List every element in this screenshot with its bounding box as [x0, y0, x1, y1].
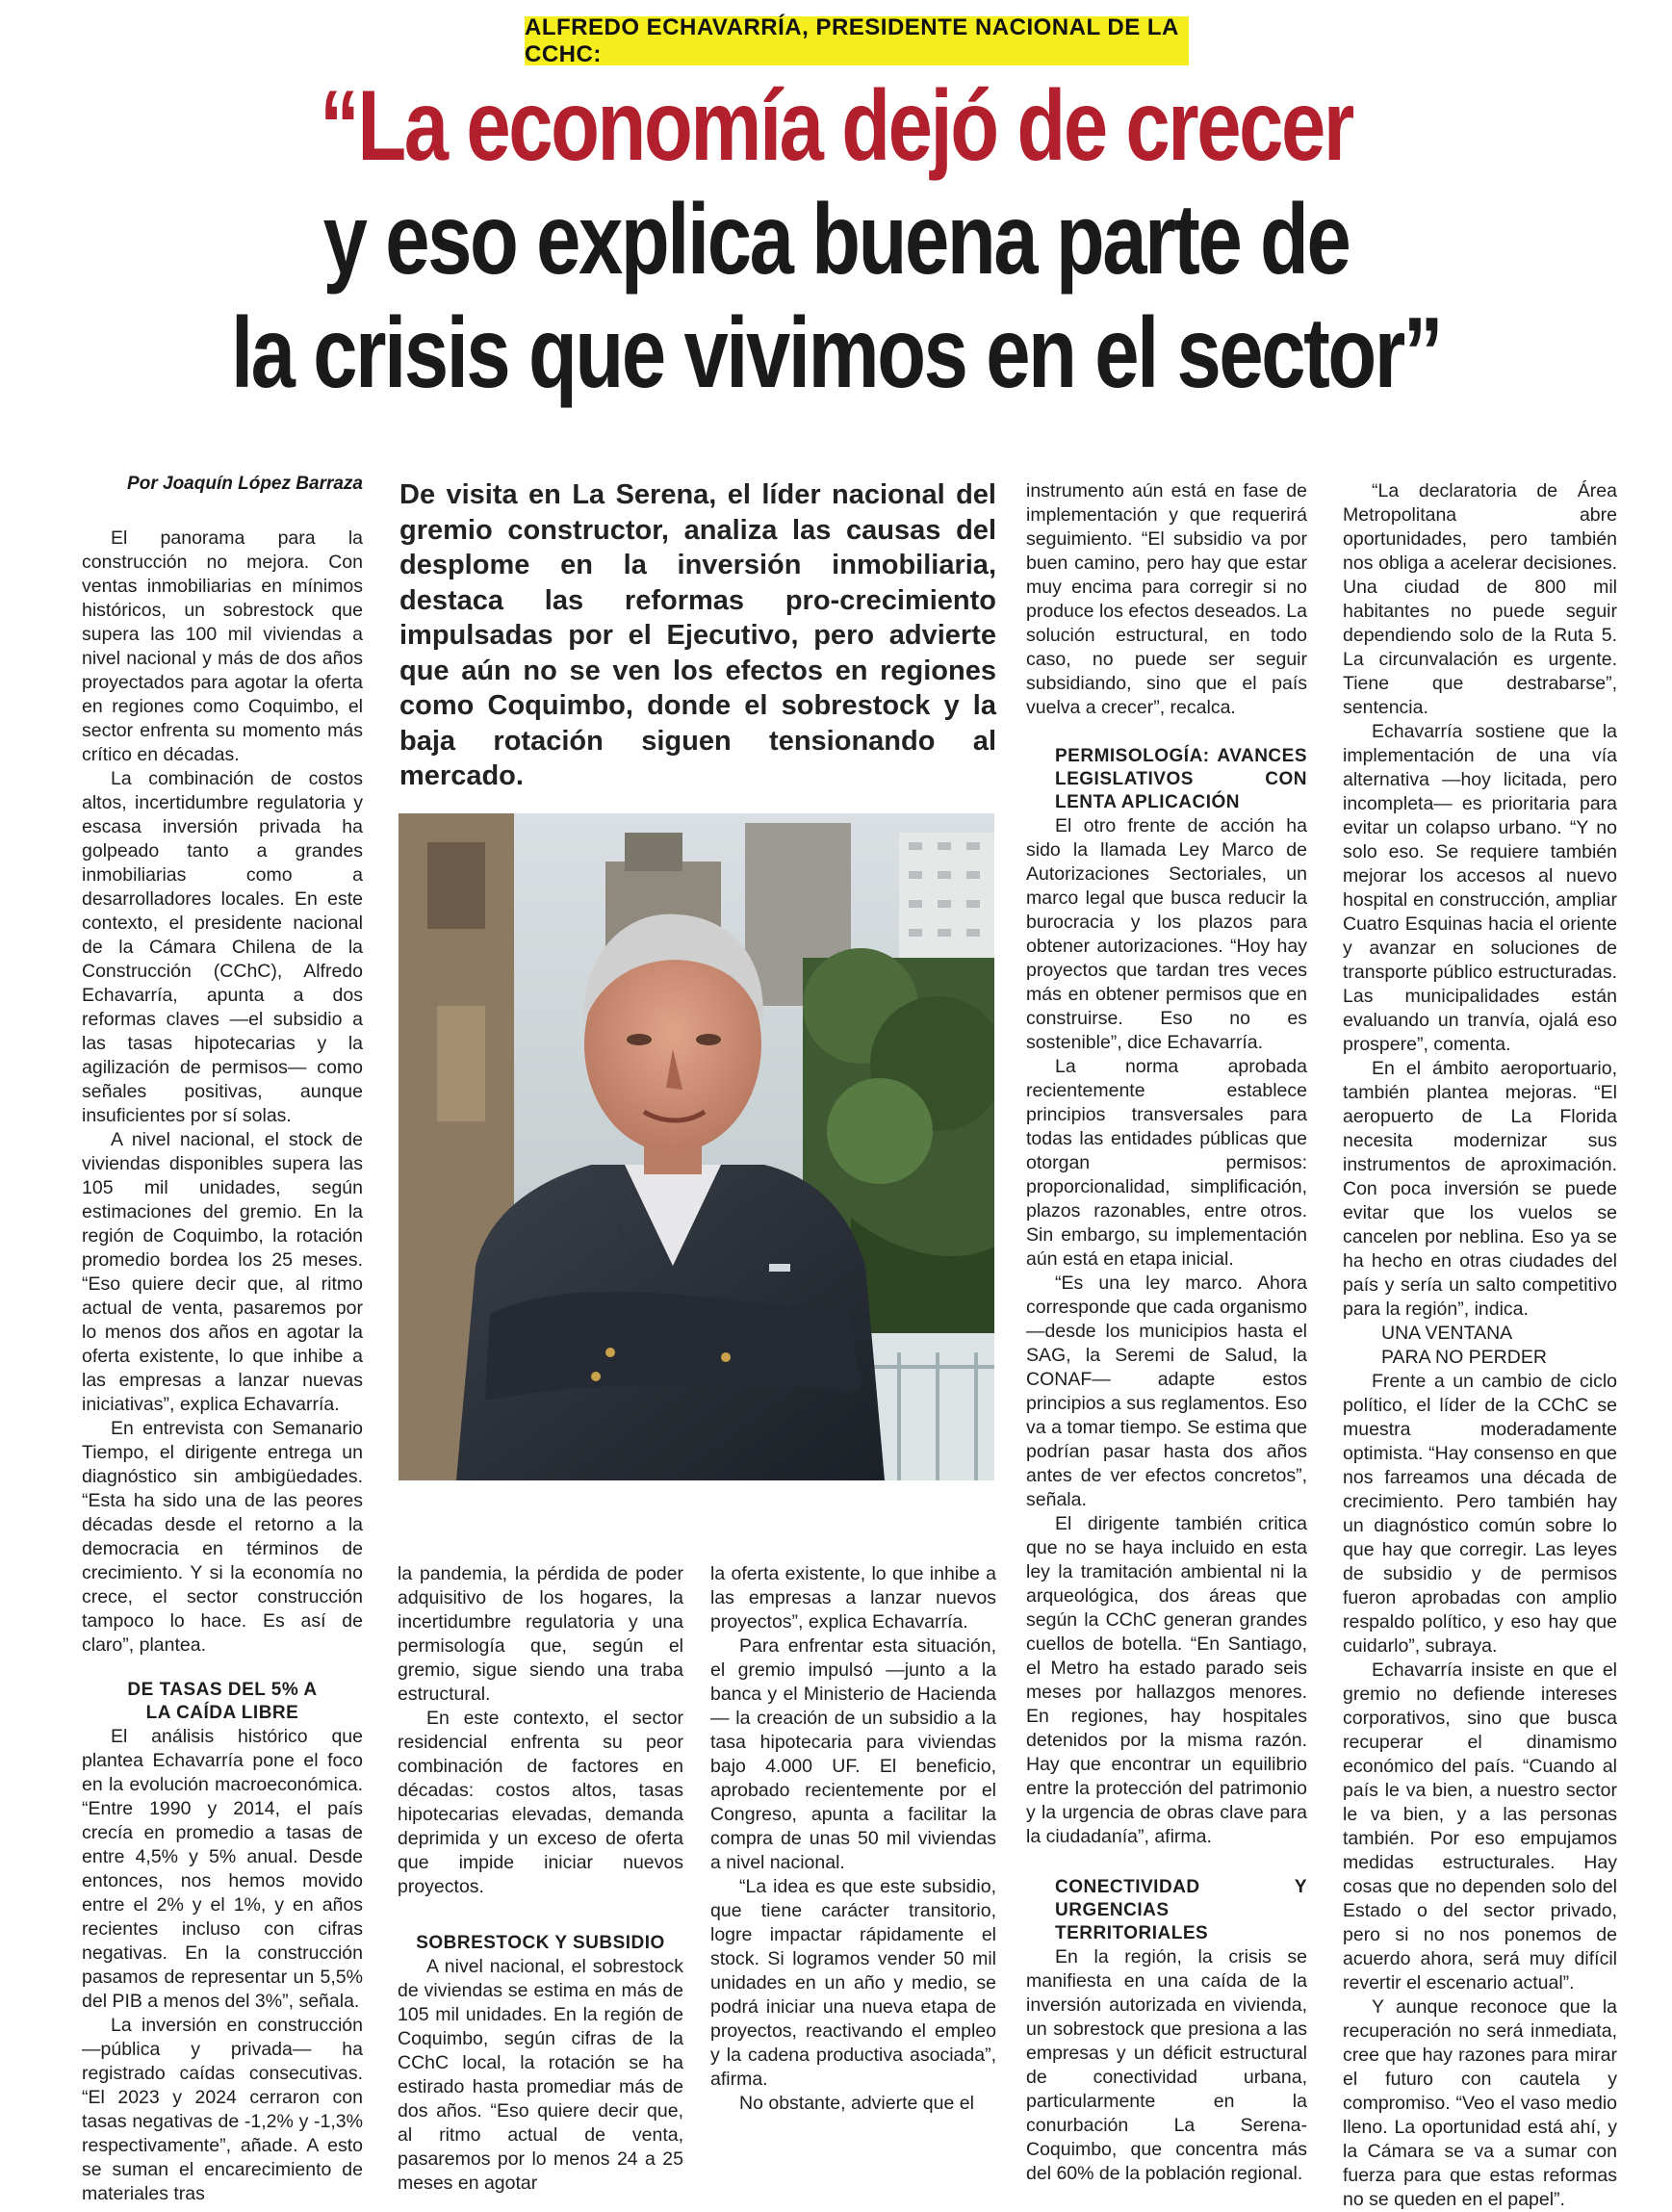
paragraph: Y aunque reconoce que la recuperación no será inmediata, cree que hay razones para mirar el futuro con cautela y compromiso. “Veo el vaso medio lleno. La oportunidad está ahí, y la Cámara se va a sumar con fuerza para que estas reformas no se queden en el papel”.	[1343, 1996, 1617, 2210]
paragraph: La inversión en construcción —pública y privada— ha registrado caídas consecutivas. “El 2023 y 2024 cerraron con tasas negativas de -1,2% y -1,3% respectivamente”, añade. A esto se suman el encarecimiento de materiales tras	[82, 2015, 363, 2204]
paragraph: la oferta existente, lo que inhibe a las empresas a lanzar nuevos proyectos”, explica Echavarría.	[710, 1563, 996, 1633]
headline-line-1: “La economía dejó de crecer	[320, 70, 1352, 182]
paragraph: En el ámbito aeroportuario, también plantea mejoras. “El aeropuerto de La Florida necesita modernizar sus instrumentos de aproximación. Con poca inversión se puede evitar que los vuelos se cancelen por neblina. Eso ya se ha hecho en otras ciudades del país y sería un salto competitivo para la región”, indica.	[1343, 1058, 1617, 1320]
paragraph: Echavarría insiste en que el gremio no defiende intereses corporativos, sino que busca recuperar el dinamismo económico del país. “Cuando al país le va bien, a nuestro sector le va bien, y a las personas también. Por eso empujamos medidas estructurales. Hay cosas que no dependen solo del Estado o del sector privado, pero si no nos ponemos de acuerdo ahora, será muy difícil revertir el escenario actual”.	[1343, 1659, 1617, 1993]
paragraph: A nivel nacional, el stock de viviendas disponibles supera las 105 mil unidades, según estimaciones del gremio. En la región de Coquimbo, la rotación promedio bordea los 25 meses. “Eso quiere decir que, al ritmo actual de venta, pasaremos por lo menos dos años en agotar la oferta existente, lo que inhibe a las empresas a lanzar nuevas iniciativas”, explica Echavarría.	[82, 1129, 363, 1415]
section-heading: SOBRESTOCK Y SUBSIDIO	[416, 1933, 665, 1953]
paragraph: “La idea es que este subsidio, que tiene carácter transitorio, logre impactar rápidamente el stock. Si logramos vender 50 mil unidades en un año y medio, se podrá iniciar una nueva etapa de proyectos, reactivando el empleo y la cadena productiva asociada”, afirma.	[710, 1876, 996, 2090]
paragraph: En la región, la crisis se manifiesta en una caída de la inversión autorizada en vivienda, un sobrestock que presiona a las empresas y un déficit estructural de conectividad urbana, particularmente en la conurbación La Serena-Coquimbo, que concentra más del 60% de la población regional.	[1026, 1946, 1307, 2184]
kicker-label: ALFREDO ECHAVARRÍA, PRESIDENTE NACIONAL DE LA CCHC:	[525, 16, 1189, 65]
article-column-1	[82, 527, 363, 2206]
article-column-3	[710, 1562, 996, 2116]
byline: Por Joaquín López Barraza	[127, 474, 363, 494]
paragraph: El análisis histórico que plantea Echavarría pone el foco en la evolución macroeconómica. “Entre 1990 y 2014, el país crecía en promedio a tasas de entre 4,5% y 5% anual. Desde entonces, nos hemos movido entre el 2% y el 1%, y en años recientes incluso con cifras negativas. En la construcción pasamos de representar un 5,5% del PIB a menos del 3%”, señala.	[82, 1726, 363, 2012]
paragraph: No obstante, advierte que el	[739, 2093, 974, 2114]
paragraph: “Es una ley marco. Ahora corresponde que cada organismo —desde los municipios hasta el SAG, la Seremi de Salud, la CONAF— adapte estos principios a sus reglamentos. Eso va a tomar tiempo. Se estima que podrían pasar hasta dos años antes de ver efectos concretos”, señala.	[1026, 1273, 1307, 1510]
portrait-photo	[399, 813, 994, 1480]
lead-paragraph: De visita en La Serena, el líder nacional del gremio constructor, analiza las causas del desplome en la inversión inmobiliaria, destaca las reformas pro-crecimiento impulsadas por el Ejecutivo, pero advierte que aún no se ven los efectos en regiones como Coquimbo, donde el sobrestock y la baja rotación siguen tensionando al mercado.	[399, 479, 996, 791]
section-heading: DE TASAS DEL 5% A LA CAÍDA LIBRE	[127, 1680, 318, 1723]
section-heading: CONECTIVIDAD Y URGENCIAS TERRITORIALES	[1055, 1877, 1307, 1943]
paragraph: El otro frente de acción ha sido la llamada Ley Marco de Autorizaciones Sectoriales, un marco legal que busca reducir la burocracia y los plazos para obtener autorizaciones. “Hoy hay proyectos que tardan tres veces más en obtener permisos que en construirse. Eso no es sostenible”, dice Echavarría.	[1026, 815, 1307, 1053]
headline-line-3: la crisis que vivimos en el sector”	[230, 297, 1442, 409]
paragraph: la pandemia, la pérdida de poder adquisitivo de los hogares, la incertidumbre regulatoria y una permisología que, según el gremio, sigue siendo una traba estructural.	[398, 1563, 683, 1705]
paragraph: El dirigente también critica que no se haya incluido en esta ley la tramitación ambiental ni la arqueológica, dos áreas que según la CChC generan grandes cuellos de botella. “En Santiago, el Metro ha estado parado seis meses por hallazgos menores. En regiones, hay hospitales detenidos por la misma razón. Hay que encontrar un equilibrio entre la protección del patrimonio y la urgencia de obras clave para la ciudadanía”, afirma.	[1026, 1513, 1307, 1847]
paragraph: En este contexto, el sector residencial enfrenta su peor combinación de factores en décadas: costos altos, tasas hipotecarias elevadas, demanda deprimida y un exceso de oferta que impide iniciar nuevos proyectos.	[398, 1708, 683, 1897]
headline	[0, 69, 1672, 410]
article-column-2	[398, 1562, 683, 2196]
article-column-5	[1343, 479, 1617, 2212]
paragraph: A nivel nacional, el sobrestock de viviendas se estima en más de 105 mil unidades. En la región de Coquimbo, según cifras de la CChC local, la rotación se ha estirado hasta promediar más de dos años. “Eso quiere decir que, al ritmo actual de venta, pasaremos por lo menos 24 a 25 meses en agotar	[398, 1956, 683, 2194]
paragraph: La combinación de costos altos, incertidumbre regulatoria y escasa inversión privada ha golpeado tanto a grandes inmobiliarias como a desarrolladores locales. En este contexto, el presidente nacional de la Cámara Chilena de la Construcción (CChC), Alfredo Echavarría, apunta a dos reformas claves —el subsidio a las tasas hipotecarias y la agilización de permisos— como señales positivas, aunque insuficientes por sí solas.	[82, 768, 363, 1126]
paragraph: Frente a un cambio de ciclo político, el líder de la CChC se muestra moderadamente optimista. “Hay consenso en que nos farreamos una década de crecimiento. Pero también hay un diagnóstico común sobre lo que hay que corregir. Las leyes de subsidio y de permisos fueron aprobadas con amplio respaldo político, y eso hay que cuidarlo”, subraya.	[1343, 1371, 1617, 1657]
paragraph: Echavarría sostiene que la implementación de una vía alternativa —hoy licitada, pero incompleta— es prioritaria para evitar un colapso urbano. “Y no solo eso. Se requiere también mejorar los accesos al nuevo hospital en construcción, ampliar Cuatro Esquinas hacia el oriente y avanzar en soluciones de transporte público estructuradas. Las municipalidades están evaluando un tranvía, ojalá eso prospere”, comenta.	[1343, 721, 1617, 1055]
paragraph: instrumento aún está en fase de implementación y que requerirá seguimiento. “El subsidio va por buen camino, pero hay que estar muy encima para corregir si no produce los efectos deseados. La solución estructural, en todo caso, no puede ser seguir subsidiando, sino que el país vuelva a crecer”, recalca.	[1026, 480, 1307, 718]
subheading: PARA NO PERDER	[1381, 1347, 1547, 1368]
section-heading: PERMISOLOGÍA: AVANCES LEGISLATIVOS CON LENTA APLICACIÓN	[1055, 746, 1307, 812]
subheading: UNA VENTANA	[1381, 1323, 1513, 1344]
headline-line-2: y eso explica buena parte de	[322, 184, 1350, 296]
paragraph: El panorama para la construcción no mejora. Con ventas inmobiliarias en mínimos históricos, un sobrestock que supera las 100 mil viviendas a nivel nacional y más de dos años proyectados para agotar la oferta en regiones como Coquimbo, el sector enfrenta su momento más crítico en décadas.	[82, 527, 363, 765]
paragraph: En entrevista con Semanario Tiempo, el dirigente entrega un diagnóstico sin ambigüedades. “Esta ha sido una de las peores décadas desde el retorno a la democracia en términos de crecimiento. Y si la economía no crece, el sector construcción tampoco lo hace. Es así de claro”, plantea.	[82, 1418, 363, 1656]
paragraph: Para enfrentar esta situación, el gremio impulsó —junto a la banca y el Ministerio de Hacienda— la creación de un subsidio a la tasa hipotecaria para viviendas bajo 4.000 UF. El beneficio, aprobado recientemente por el Congreso, apunta a facilitar la compra de unas 50 mil viviendas a nivel nacional.	[710, 1635, 996, 1873]
paragraph: “La declaratoria de Área Metropolitana abre oportunidades, pero también nos obliga a acelerar decisiones. Una ciudad de 800 mil habitantes no puede seguir dependiendo solo de la Ruta 5. La circunvalación es urgente. Tiene que destrabarse”, sentencia.	[1343, 480, 1617, 718]
article-column-4	[1026, 479, 1307, 2186]
paragraph: La norma aprobada recientemente establece principios transversales para todas las entidades públicas que otorgan permisos: proporcionalidad, simplificación, plazos razonables, entre otros. Sin embargo, su implementación aún está en etapa inicial.	[1026, 1056, 1307, 1270]
